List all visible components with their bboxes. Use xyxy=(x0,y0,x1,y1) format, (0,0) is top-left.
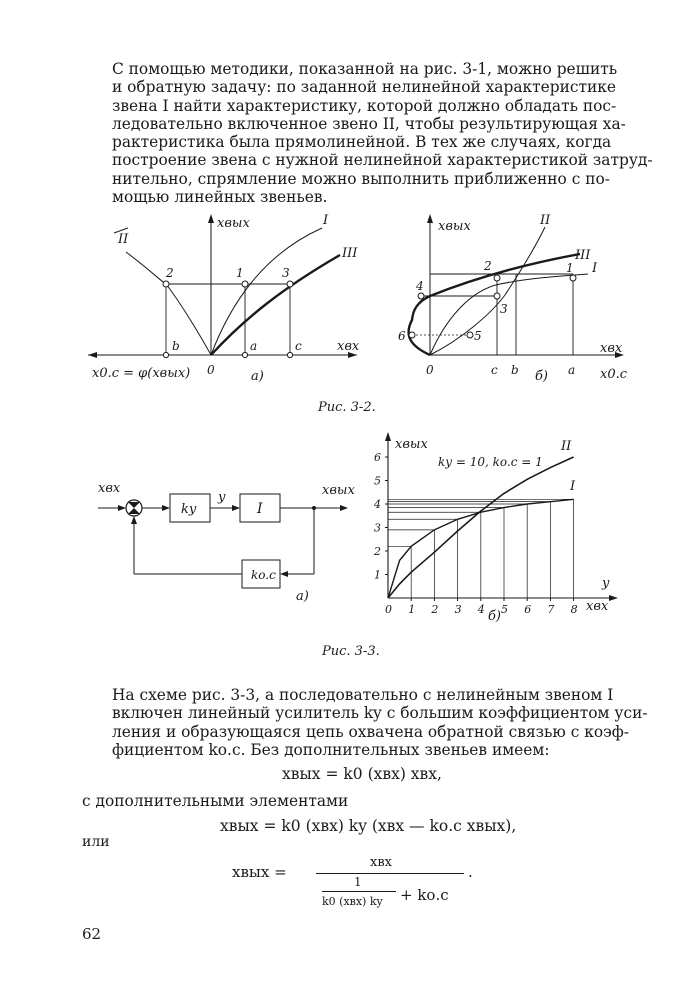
input-label: xвх xyxy=(98,481,121,496)
x-tick-label: 4 xyxy=(477,603,485,616)
point-label-2: 2 xyxy=(166,266,174,280)
point-label-5: 5 xyxy=(474,329,482,343)
paragraph-line: С помощью методики, показанной на рис. 3-1, можно решить xyxy=(112,60,618,78)
curve-label-III: III xyxy=(575,248,591,263)
curve-III xyxy=(211,255,340,355)
x-tick-label: 7 xyxy=(547,603,555,616)
point-label-1: 1 xyxy=(566,261,574,275)
axis-x-label: xвх xyxy=(586,599,609,614)
paragraph-line: На схеме рис. 3-3, а последовательно с нелинейным звеном I xyxy=(112,686,614,704)
axis-x-label: xвх xyxy=(337,339,360,354)
eq3-plus-term: + kо.с xyxy=(400,886,449,904)
curve-label-II: II xyxy=(118,232,129,247)
figure-3-3-caption: Рис. 3-3. xyxy=(322,644,380,659)
paragraph-2 xyxy=(112,686,648,759)
y-tick-label: 6 xyxy=(374,451,381,464)
point-2 xyxy=(163,281,169,287)
tick-label-b: b xyxy=(511,363,519,377)
curve-label-I: I xyxy=(570,479,576,494)
y-tick-label: 4 xyxy=(374,498,381,511)
y-tick-label: 5 xyxy=(374,474,381,488)
eq3-end: . xyxy=(468,863,473,881)
point-2 xyxy=(494,275,500,281)
x-tick-label: 0 xyxy=(385,603,392,616)
text-or: или xyxy=(82,834,110,850)
point-label-3: 3 xyxy=(500,302,508,316)
point-3 xyxy=(494,293,500,299)
params-label: ky = 10, ko.c = 1 xyxy=(438,455,543,469)
axis-x2-label: x0.c xyxy=(600,367,628,382)
curve-label-I: I xyxy=(592,261,598,276)
paragraph-line: и обратную задачу: по заданной нелинейной характеристике xyxy=(112,78,616,97)
paragraph-line: звена I найти характеристику, которой должно обладать пос- xyxy=(112,96,617,115)
sublabel-b: б) xyxy=(535,369,549,384)
eq3-inner-num: 1 xyxy=(354,875,362,889)
figure-3-2a xyxy=(88,213,360,384)
eq3-inner-den: k0 (xвх) ky xyxy=(322,895,383,908)
eq3-inner-bar xyxy=(322,891,396,892)
figure-3-3a xyxy=(96,468,356,618)
axis-x-label: xвх xyxy=(600,341,623,356)
eq3-fraction-bar xyxy=(316,873,464,874)
curve-label-II: II xyxy=(561,439,572,454)
paragraph-line: рактеристика была прямолинейной. В тех же случаях, когда xyxy=(112,133,612,152)
x-tick-label: 5 xyxy=(501,603,508,616)
paragraph-line: ления и образующаяся цепь охвачена обратной связью с коэф- xyxy=(112,722,629,741)
sublabel-a: а) xyxy=(251,369,264,384)
paragraph-line: включен линейный усилитель ky с большим коэффициентом уси- xyxy=(112,704,648,723)
nonlinear-label: I xyxy=(257,501,263,517)
point-1 xyxy=(242,281,248,287)
tick-label-c: c xyxy=(295,339,302,353)
paragraph-1 xyxy=(112,60,653,207)
figure-3-3b-chart xyxy=(362,430,632,645)
x-tick-label: 6 xyxy=(524,603,532,616)
y-tick-label: 1 xyxy=(374,568,381,582)
sublabel-a: а) xyxy=(296,589,309,604)
eq3-numerator: xвх xyxy=(370,855,392,870)
curve-II xyxy=(430,227,545,355)
feedback-label: ko.c xyxy=(251,568,276,582)
point-4 xyxy=(418,293,424,299)
signal-y-label: y xyxy=(218,490,226,505)
point-label-4: 4 xyxy=(416,279,424,293)
tick-label-c: c xyxy=(491,363,498,377)
tick-label-a: a xyxy=(568,363,576,377)
curve-label-III: III xyxy=(342,246,358,261)
curve-I xyxy=(211,228,322,355)
axis-y-label: xвых xyxy=(217,216,250,231)
figure-3-2-caption: Рис. 3-2. xyxy=(318,400,376,415)
x-tick-label: 3 xyxy=(454,603,462,616)
origin-label: 0 xyxy=(207,363,215,377)
x-tick-label: 8 xyxy=(570,603,578,616)
text-between: с дополнительными элементами xyxy=(82,792,349,810)
tick-label-b: b xyxy=(172,339,180,353)
curve-label-II: II xyxy=(540,213,551,228)
curve-III xyxy=(409,254,580,355)
amplifier-label: ky xyxy=(181,502,197,517)
paragraph-line: ледовательно включенное звено II, чтобы результирующая ха- xyxy=(112,114,626,133)
paragraph-line: фициентом kо.с. Без дополнительных звеньев имеем: xyxy=(112,740,550,759)
figure-3-2b xyxy=(398,213,628,384)
equation-1: xвых = k0 (xвх) xвх, xyxy=(282,765,442,783)
origin-label: 0 xyxy=(426,363,434,377)
axis-x-left-label: x0.c = φ(xвых) xyxy=(92,366,191,381)
y-tick-label: 2 xyxy=(374,545,381,558)
x-tick-label: 2 xyxy=(431,603,439,616)
point-label-3: 3 xyxy=(282,266,290,280)
page-number: 62 xyxy=(82,925,102,943)
y-tick-label: 3 xyxy=(374,521,381,535)
point-label-1: 1 xyxy=(236,266,244,280)
axis-y2-label: y xyxy=(602,576,610,591)
point-label-6: 6 xyxy=(398,329,406,343)
eq3-lhs: xвых = xyxy=(232,863,287,881)
equation-3 xyxy=(232,855,492,925)
figure-3-2 xyxy=(0,210,679,410)
paragraph-line: нительно, спрямление можно выполнить приближенно с по- xyxy=(112,169,610,188)
x-tick-label: 1 xyxy=(408,603,416,616)
axis-y-label: xвых xyxy=(438,219,471,234)
axis-y-label: xвых xyxy=(395,437,428,452)
point-3 xyxy=(287,281,293,287)
tick-label-a: a xyxy=(250,339,258,353)
output-label: xвых xyxy=(322,483,355,498)
point-label-2: 2 xyxy=(484,259,492,273)
equation-2: xвых = k0 (xвх) ky (xвх — kо.с xвых), xyxy=(220,817,517,835)
curve-label-I: I xyxy=(323,213,329,228)
point-6 xyxy=(409,332,415,338)
paragraph-line: мощью линейных звеньев. xyxy=(112,188,328,207)
sublabel-b: б) xyxy=(488,609,502,624)
point-1 xyxy=(570,275,576,281)
paragraph-line: построение звена с нужной нелинейной характеристикой затруд- xyxy=(112,151,653,170)
point-5 xyxy=(467,332,473,338)
